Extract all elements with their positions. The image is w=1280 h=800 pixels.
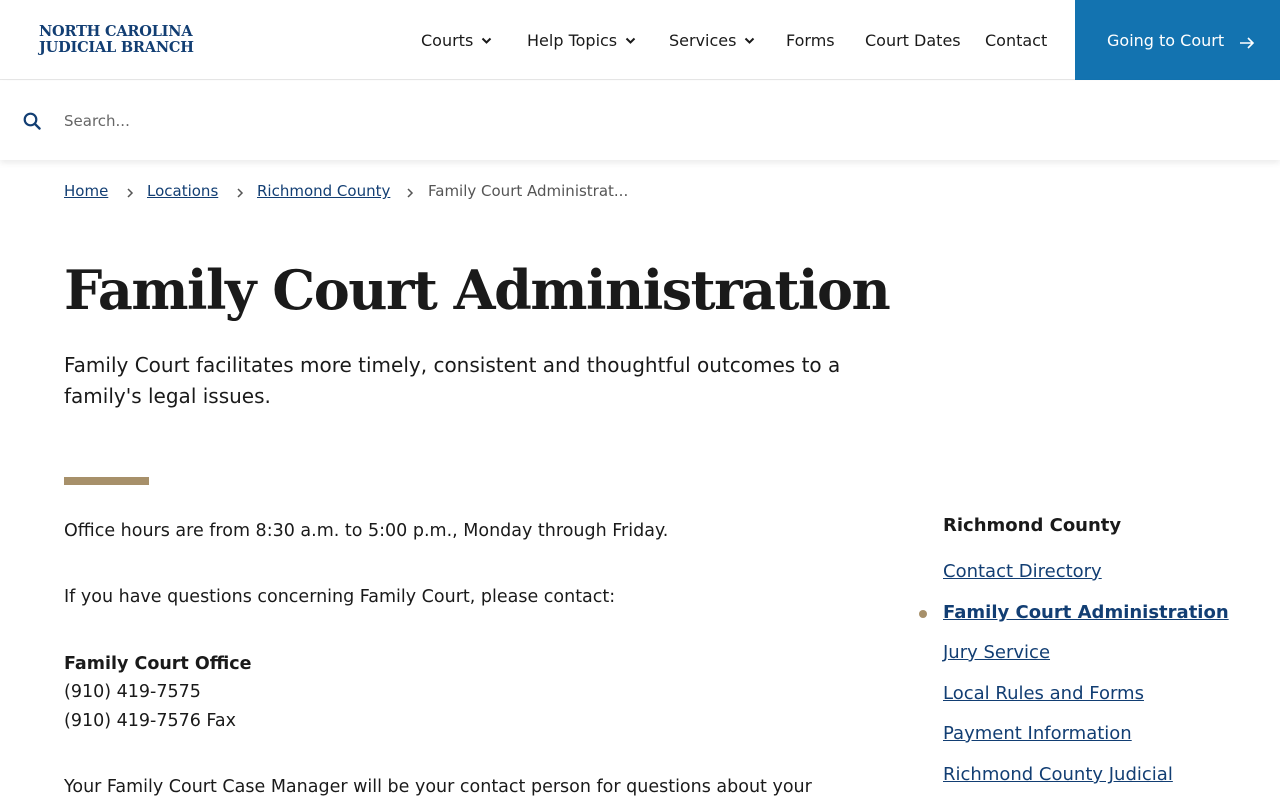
sidebar-link-contact-directory[interactable]: Contact Directory [943, 561, 1102, 582]
office-phone: (910) 419-7575 [64, 682, 201, 702]
sidebar-title: Richmond County [943, 515, 1122, 536]
case-manager-text: Your Family Court Case Manager will be your contact person for questions about your [64, 777, 812, 797]
office-name: Family Court Office [64, 654, 252, 674]
office-fax: (910) 419-7576 Fax [64, 711, 236, 731]
nav-forms[interactable] [786, 0, 835, 80]
nav-help-topics-label: Help Topics [527, 30, 618, 50]
sidebar-link-jury-service[interactable]: Jury Service [943, 642, 1051, 663]
page-title: Family Court Administration [64, 258, 890, 322]
site-logo[interactable] [39, 24, 194, 56]
office-hours-text: Office hours are from 8:30 a.m. to 5:00 p.m., Monday through Friday. [64, 521, 669, 541]
sidebar-link-family-court-administration[interactable]: Family Court Administration [943, 602, 1229, 623]
breadcrumb-home[interactable]: Home [64, 182, 109, 200]
chevron-right-icon [405, 182, 415, 204]
breadcrumb-locations[interactable]: Locations [147, 182, 219, 200]
questions-text: If you have questions concerning Family Court, please contact: [64, 587, 616, 607]
arrow-right-icon [1239, 34, 1255, 46]
nav-services[interactable] [669, 0, 755, 80]
search-input[interactable] [64, 107, 1214, 135]
sidebar-link-payment-information[interactable]: Payment Information [943, 723, 1132, 744]
nav-courts-label: Courts [421, 30, 474, 50]
breadcrumb-current: Family Court Administrat... [428, 182, 629, 200]
nav-court-dates[interactable] [865, 0, 961, 80]
going-to-court-button[interactable] [1075, 0, 1280, 80]
site-header [0, 0, 1280, 80]
nav-contact[interactable] [985, 0, 1047, 80]
nav-court-dates-label: Court Dates [865, 30, 961, 50]
chevron-down-icon [481, 35, 492, 46]
chevron-down-icon [625, 35, 636, 46]
sidebar-link-local-rules-and-forms[interactable]: Local Rules and Forms [943, 683, 1144, 704]
nav-courts[interactable] [421, 0, 492, 80]
active-indicator-dot [919, 610, 927, 618]
search-icon[interactable] [23, 112, 41, 130]
chevron-down-icon [744, 35, 755, 46]
breadcrumb-richmond-county[interactable]: Richmond County [257, 182, 391, 200]
going-to-court-label: Going to Court [1107, 30, 1225, 50]
page-lead: Family Court facilitates more timely, consistent and thoughtful outcomes to a family's legal issues. [64, 353, 841, 408]
nav-contact-label: Contact [985, 30, 1048, 50]
logo-line-1: NORTH CAROLINA [39, 23, 193, 40]
logo-line-2: JUDICIAL BRANCH [39, 39, 194, 56]
chevron-right-icon [235, 182, 245, 204]
nav-services-label: Services [669, 30, 737, 50]
nav-help-topics[interactable] [527, 0, 636, 80]
accent-divider [64, 477, 149, 485]
nav-forms-label: Forms [786, 30, 835, 50]
search-bar [0, 81, 1280, 160]
sidebar-link-richmond-county-judicial[interactable]: Richmond County Judicial [943, 764, 1173, 785]
chevron-right-icon [125, 182, 135, 204]
